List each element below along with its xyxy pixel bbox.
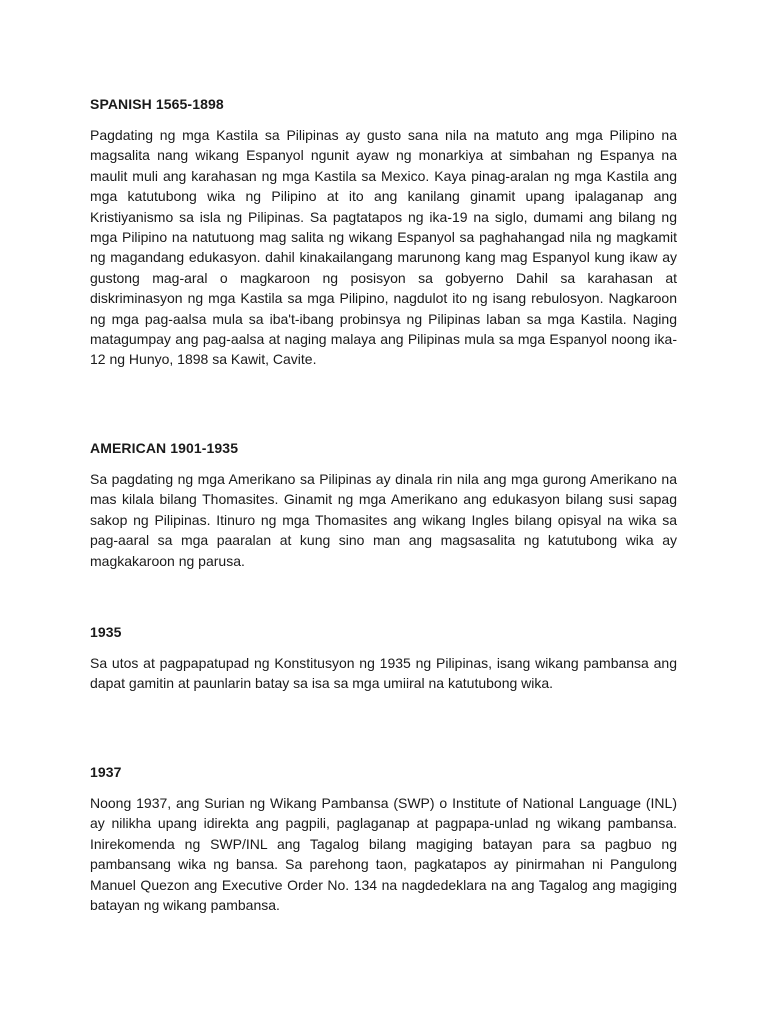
section-heading-spanish: SPANISH 1565-1898 <box>90 96 224 112</box>
section-body-1937: Noong 1937, ang Surian ng Wikang Pambansa (SWP) o Institute of National Language (INL) ay nilikha upang idirekta ang pagpili, paglaganap at pagpapa-unlad ng wikang pambansa. Inirekomenda ng SWP/INL ang Tagalog bilang magiging batayan para sa pagbuo ng pambansang wika ng bansa. Sa parehong taon, pagkatapos ay pinirmahan ni Pangulong Manuel Quezon ang Executive Order No. 134 na nagdedeklara na ang Tagalog ang magiging batayan ng wikang pambansa. <box>90 795 677 914</box>
section-body-spanish: Pagdating ng mga Kastila sa Pilipinas ay gusto sana nila na matuto ang mga Pilipino na magsalita nang wikang Espanyol ngunit ayaw ng monarkiya at simbahan ng Espanya na maulit muli ang karahasan ng mga Kastila sa Mexico. Kaya pinag-aralan ng mga Kastila ang mga katutubong wika ng Pilipino at ito ang kanilang ginamit upang ipalaganap ang Kristiyanismo sa isla ng Pilipinas. Sa pagtatapos ng ika-19 na siglo, dumami ang bilang ng mga Pilipino na natutuong mag salita ng wikang Espanyol sa paghahangad nila ng magkamit ng magandang edukasyon. dahil kinakailangang marunong kang mag Espanyol kung ikaw ay gustong mag-aral o magkaroon ng posisyon sa gobyerno Dahil sa karahasan at diskriminasyon ng mga Kastila sa mga Pilipino, nagdulot ito ng isang rebulosyon. Nagkaroon ng mga pag-aalsa mula sa iba't-ibang probinsya ng Pilipinas laban sa mga Kastila. Naging matagumpay ang pag-aalsa at naging malaya ang Pilipinas mula sa mga Espanyol noong ika-12 ng Hunyo, 1898 sa Kawit, Cavite. <box>90 127 677 368</box>
section-heading-american: AMERICAN 1901-1935 <box>90 440 239 456</box>
section-body-1935: Sa utos at pagpapatupad ng Konstitusyon ng 1935 ng Pilipinas, isang wikang pambansa ang dapat gamitin at paunlarin batay sa isa sa mga umiiral na katutubong wika. <box>90 655 677 692</box>
section-spanish <box>90 94 677 370</box>
section-1935 <box>90 622 677 694</box>
section-heading-1935: 1935 <box>90 624 122 640</box>
section-heading-1937: 1937 <box>90 764 122 780</box>
section-1937 <box>90 762 677 915</box>
section-american <box>90 438 677 571</box>
section-body-american: Sa pagdating ng mga Amerikano sa Pilipinas ay dinala rin nila ang mga gurong Amerikano na mas kilala bilang Thomasites. Ginamit ng mga Amerikano ang edukasyon bilang susi sapag sakop ng Pilipinas. Itinuro ng mga Thomasites ang wikang Ingles bilang opisyal na wika sa pag-aaral sa mga paaralan at kung sino man ang magsasalita ng katutubong wika ay magkakaroon ng parusa. <box>90 471 677 569</box>
